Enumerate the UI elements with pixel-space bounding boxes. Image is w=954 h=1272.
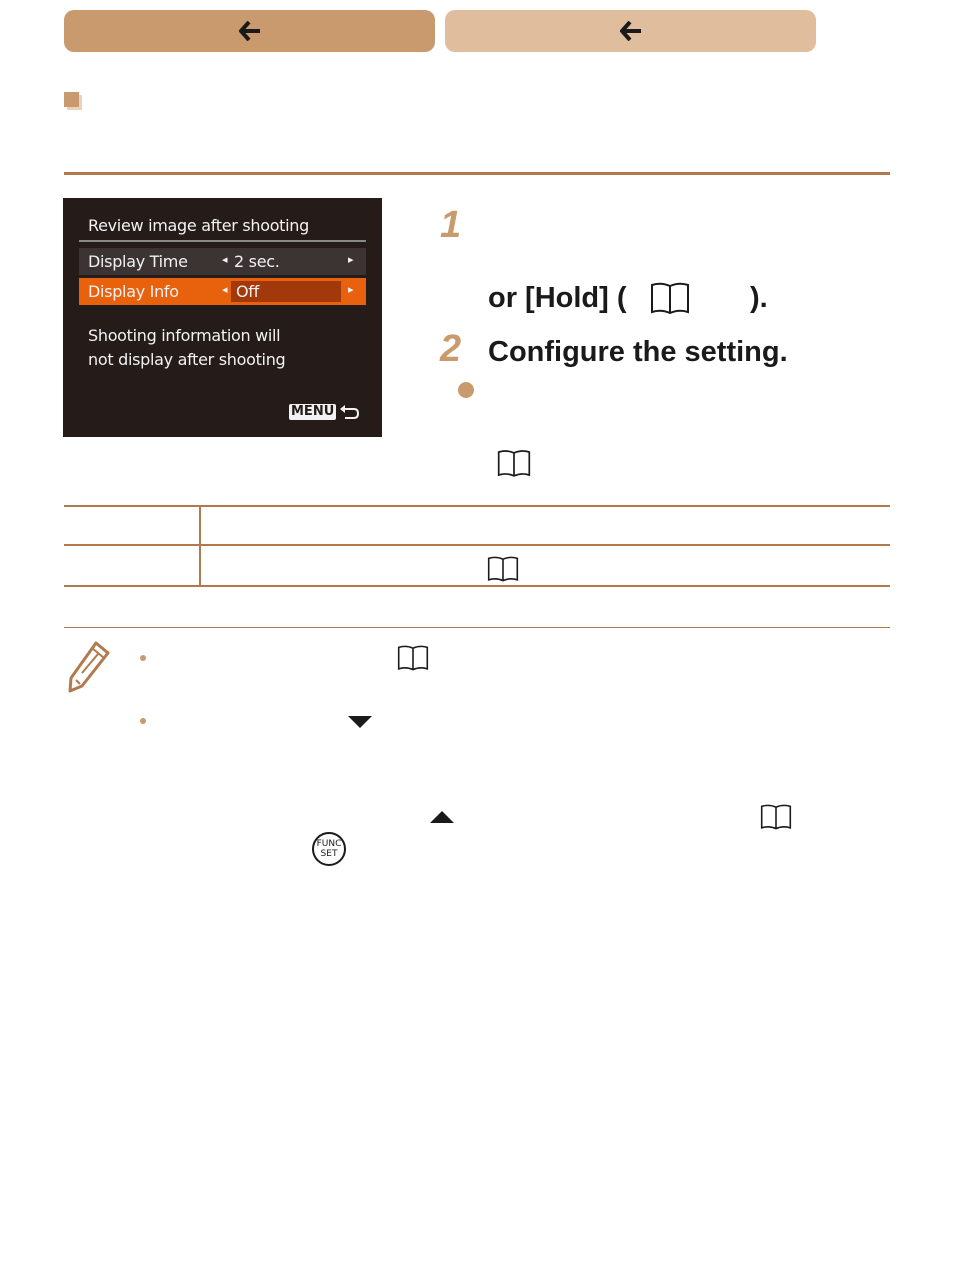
section-marker-icon xyxy=(64,92,82,110)
bullet-dot xyxy=(140,718,146,724)
step-text: Configure the setting. xyxy=(488,336,788,368)
step-number: 1 xyxy=(440,204,462,246)
table-rule xyxy=(64,505,890,507)
nav-next-button[interactable] xyxy=(445,10,816,52)
table-rule xyxy=(64,585,890,587)
book-reference-icon[interactable] xyxy=(497,449,531,479)
camera-screen xyxy=(63,198,382,437)
return-arrow-icon xyxy=(339,404,359,420)
up-button-icon xyxy=(430,811,454,823)
step-number: 2 xyxy=(440,328,462,370)
note-divider xyxy=(64,627,890,628)
book-reference-icon[interactable] xyxy=(397,645,429,672)
arrow-left-small-icon: ◂ xyxy=(222,253,228,266)
screen-description-line: Shooting information will xyxy=(88,326,281,345)
pencil-note-icon xyxy=(66,640,112,699)
book-reference-icon[interactable] xyxy=(487,556,519,583)
step-text-end: ). xyxy=(750,282,768,314)
screen-description-line: not display after shooting xyxy=(88,350,286,369)
section-heading-rule xyxy=(64,172,890,175)
menu-row-label: Display Time xyxy=(88,252,188,271)
menu-row-display-info xyxy=(79,278,366,305)
table-rule xyxy=(64,544,890,546)
func-set-button-icon: FUNC SET xyxy=(312,832,346,866)
menu-row-value: 2 sec. xyxy=(234,252,280,271)
bullet-dot xyxy=(458,382,474,398)
bullet-dot xyxy=(140,655,146,661)
screen-title: Review image after shooting xyxy=(88,216,310,235)
menu-back-indicator xyxy=(289,404,359,420)
arrow-left-icon xyxy=(620,21,642,41)
nav-previous-button[interactable] xyxy=(64,10,435,52)
screen-title-divider xyxy=(79,240,366,242)
arrow-left-icon xyxy=(239,21,261,41)
step-text: or [Hold] ( xyxy=(488,282,627,314)
table-column-divider xyxy=(199,505,201,587)
menu-row-display-time xyxy=(79,248,366,275)
book-reference-icon[interactable] xyxy=(760,804,792,831)
menu-button-label: MENU xyxy=(291,404,335,419)
arrow-right-small-icon: ▸ xyxy=(348,253,354,266)
down-button-icon xyxy=(348,716,372,728)
arrow-left-small-icon: ◂ xyxy=(222,283,228,296)
book-reference-icon[interactable] xyxy=(650,282,690,316)
screen-description xyxy=(88,324,285,372)
menu-row-label: Display Info xyxy=(88,282,179,301)
arrow-right-small-icon: ▸ xyxy=(348,283,354,296)
menu-row-value: Off xyxy=(236,282,259,301)
